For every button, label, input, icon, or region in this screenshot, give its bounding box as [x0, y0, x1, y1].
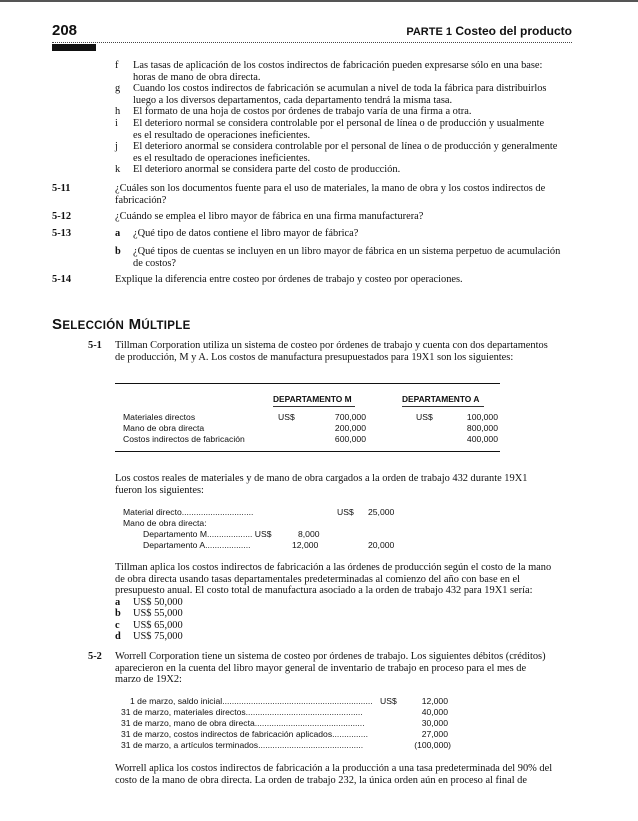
question-line: de obra directa usando tasas departamentales predeterminadas al comienzo del año con base en el [115, 573, 521, 585]
question-number: 5-2 [88, 651, 102, 662]
item-line: luego a los diversos departamentos, cada departamento tendrá la misma tasa. [133, 94, 453, 106]
question-line: presupuesto anual. El costo total de manufactura asociado a la orden de trabajo 432 para 19X1 sería: [115, 585, 533, 596]
currency: US$ [278, 412, 295, 422]
currency [278, 434, 318, 445]
budget-rows [115, 412, 500, 445]
item-line: El deterioro normal se considera controlable por el personal de línea o de producción y usualmente [133, 118, 545, 129]
ledger-label: 31 de marzo, costos indirectos de fabricación aplicados............... [121, 729, 368, 739]
dept-a-value: 12,000 [292, 540, 319, 550]
ledger-value: 40,000 [421, 707, 448, 717]
item-line: es el resultado de operaciones ineficientes. [133, 152, 311, 164]
question-line: Explique la diferencia entre costeo por órdenes de trabajo y costeo por operaciones. [115, 274, 463, 285]
budget-table [115, 383, 500, 452]
item-letter: i [115, 118, 118, 129]
column-underline [273, 406, 355, 407]
ledger-currency: US$ [380, 696, 397, 706]
table-bottom-rule [115, 451, 500, 452]
ledger-label: 31 de marzo, a artículos terminados............................................ [121, 740, 364, 750]
item-line: Cuando los costos indirectos de fabricación se acumulan a nivel de toda la fábrica para distribuirlos [133, 83, 547, 94]
currency [416, 423, 456, 434]
option-text: US$ 65,000 [133, 619, 183, 631]
value-m: 600,000 [334, 434, 366, 444]
option-text: US$ 50,000 [133, 596, 183, 608]
value-a: 400,000 [466, 434, 498, 444]
option-letter: b [115, 608, 121, 619]
value-a: 100,000 [466, 412, 498, 422]
dept-m-value: 8,000 [298, 529, 320, 539]
question-number: 5-1 [88, 340, 102, 351]
question-line: Tillman Corporation utiliza un sistema de costeo por órdenes de trabajo y cuenta con dos departamentos [115, 340, 548, 351]
question-line: costo de la mano de obra directa. La orden de trabajo 232, la única orden aún en proceso al final de [115, 774, 527, 786]
ledger-label: 31 de marzo, mano de obra directa.............................................. [121, 718, 365, 728]
question-number: 5-13 [52, 228, 72, 239]
currency [278, 423, 318, 434]
row-label: Mano de obra directa [123, 423, 205, 433]
ledger-label: 31 de marzo, materiales directos................................................. [121, 707, 363, 717]
question-line: de costos? [133, 257, 176, 269]
question-line: fueron los siguientes: [115, 484, 204, 496]
table-row [115, 434, 500, 445]
header-marker-block [52, 44, 96, 51]
question-line: fabricación? [115, 194, 167, 206]
item-line: El formato de una hoja de costos por órdenes de trabajo varía de una firma a otra. [133, 106, 472, 117]
item-line: El deterioro anormal se considera controlable por el personal de línea o de producción y generalmente [133, 141, 558, 152]
option-letter: a [115, 596, 121, 608]
question-line: ¿Cuándo se emplea el libro mayor de fábrica en una firma manufacturera? [115, 211, 424, 222]
section-heading: SELECCIÓN MÚLTIPLE [52, 316, 191, 333]
material-currency: US$ [337, 507, 354, 517]
ledger-value: 27,000 [421, 729, 448, 739]
labor-label: Mano de obra directa: [123, 518, 207, 528]
question-number: 5-14 [52, 274, 72, 285]
column-underline [402, 406, 484, 407]
part-title: Costeo del producto [455, 24, 572, 38]
question-line: aparecieron en la cuenta del libro mayor general de inventario de trabajo en proceso para el mes de [115, 662, 527, 674]
question-line: Worrell Corporation tiene un sistema de costeo por órdenes de trabajo. Los siguientes débitos (créditos) [115, 651, 546, 662]
part-label: PARTE 1 [406, 26, 452, 38]
question-line: ¿Cuáles son los documentos fuente para el uso de materiales, la mano de obra y los costos indirectos de [115, 183, 546, 194]
ledger-value: 12,000 [421, 696, 448, 706]
running-header [406, 24, 572, 38]
material-label: Material directo.............................. [123, 507, 254, 517]
currency: US$ [416, 412, 433, 422]
column-header-m: DEPARTAMENTO M [273, 394, 352, 404]
item-line: El deterioro anormal se considera parte del costo de producción. [133, 164, 401, 175]
table-row [115, 412, 500, 423]
labor-total: 20,000 [368, 540, 395, 550]
value-m: 200,000 [334, 423, 366, 433]
item-line: Las tasas de aplicación de los costos indirectos de fabricación pueden expresarse sólo en una base: [133, 60, 543, 71]
item-letter: k [115, 164, 121, 175]
option-text: US$ 55,000 [133, 608, 183, 619]
top-border-line [0, 0, 638, 2]
question-line: Worrell aplica los costos indirectos de fabricación a la producción a una tasa predeterminada del 90% del [115, 763, 553, 774]
item-letter: h [115, 106, 121, 117]
item-letter: f [115, 60, 119, 71]
question-line: ¿Qué tipos de cuentas se incluyen en un libro mayor de fábrica en un sistema perpetuo de acumulación [133, 246, 561, 257]
column-header-a: DEPARTAMENTO A [402, 394, 480, 404]
dept-a-label: Departamento A................... [143, 540, 251, 550]
row-label: Costos indirectos de fabricación [123, 434, 245, 444]
page-number: 208 [52, 22, 78, 39]
item-line: horas de mano de obra directa. [133, 71, 261, 83]
question-line: Los costos reales de materiales y de mano de obra cargados a la orden de trabajo 432 durante 19X1 [115, 473, 528, 484]
ledger-value: 30,000 [421, 718, 448, 728]
row-label: Materiales directos [123, 412, 196, 422]
question-line: Tillman aplica los costos indirectos de fabricación a las órdenes de producción según el costo de la mano [115, 562, 552, 573]
option-letter: c [115, 619, 120, 631]
ledger-label: 1 de marzo, saldo inicial............................................................... [130, 696, 373, 706]
question-line: de producción, M y A. Los costos de manufactura presupuestados para 19X1 son los siguientes: [115, 351, 514, 363]
question-number: 5-12 [52, 211, 72, 222]
value-m: 700,000 [334, 412, 366, 422]
header-rule [52, 42, 572, 44]
value-a: 800,000 [466, 423, 498, 433]
material-value: 25,000 [368, 507, 395, 517]
ledger-value: (100,000) [414, 740, 451, 750]
question-line: ¿Qué tipo de datos contiene el libro mayor de fábrica? [133, 228, 359, 239]
question-line: marzo de 19X2: [115, 674, 182, 685]
dept-m-label: Departamento M................... US$ [143, 529, 272, 539]
item-letter: g [115, 83, 121, 94]
question-letter: b [115, 246, 121, 257]
table-row [115, 423, 500, 434]
option-text: US$ 75,000 [133, 631, 183, 642]
item-line: es el resultado de operaciones ineficientes. [133, 129, 311, 141]
currency [416, 434, 456, 445]
question-number: 5-11 [52, 183, 71, 194]
item-letter: j [115, 141, 118, 152]
option-letter: d [115, 631, 121, 642]
question-letter: a [115, 228, 121, 239]
